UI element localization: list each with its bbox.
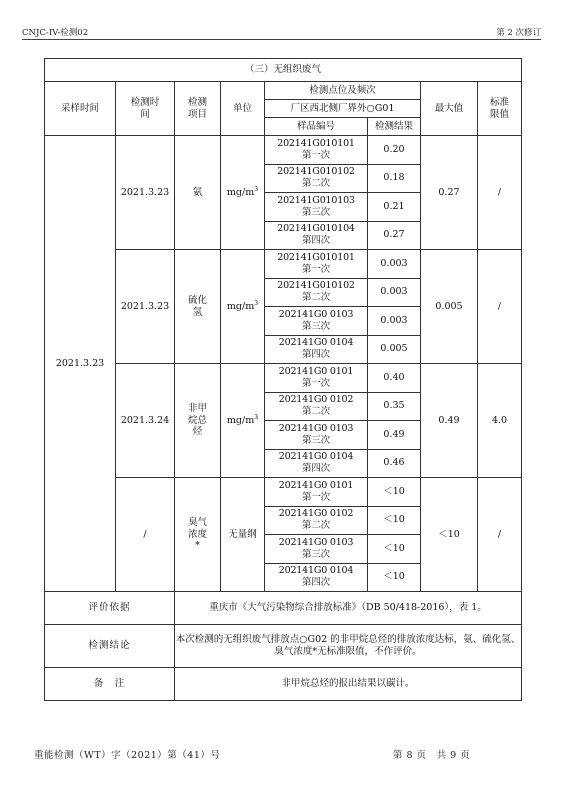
sample-frequency: 第三次 [302, 548, 330, 560]
sample-id-cell [265, 506, 368, 535]
revision-label: 第 2 次修订 [496, 28, 541, 38]
sample-id-cell [265, 193, 368, 222]
detection-item: 非甲烷总烃 [175, 364, 221, 478]
unit-cell [221, 136, 265, 250]
section-title: （三）无组织废气 [45, 59, 522, 82]
header-detection-item: 检测项目 [175, 82, 221, 136]
limit-value: / [478, 478, 522, 592]
evaluation-basis-text: 重庆市《大气污染物综合排放标准》（DB 50/418-2016），表 1。 [175, 592, 522, 625]
result-value: 0.003 [368, 307, 421, 336]
sample-frequency: 第四次 [302, 577, 330, 589]
header-sample-no: 样品编号 [265, 118, 368, 136]
sample-id-cell [265, 563, 368, 592]
unit-text: mg/m [226, 187, 255, 199]
sample-frequency: 第二次 [302, 292, 330, 304]
sample-id-cell [265, 392, 368, 421]
max-value: 0.005 [421, 250, 478, 364]
sample-id: 202141G0 0103 [278, 422, 354, 434]
unit-text: mg/m [226, 301, 255, 313]
result-value: 0.18 [368, 164, 421, 193]
sample-id: 202141G0 0102 [278, 394, 354, 406]
sample-id: 202141G010104 [277, 223, 355, 235]
result-value: ＜10 [368, 563, 421, 592]
unit-superscript: 3 [254, 299, 259, 307]
sample-id: 202141G0 0104 [278, 337, 354, 349]
unit-text: 无量纲 [228, 529, 257, 541]
sample-id-cell [265, 449, 368, 478]
max-value: 0.27 [421, 136, 478, 250]
sample-id-cell [265, 364, 368, 393]
table-row [45, 364, 522, 393]
detection-date: 2021.3.23 [116, 250, 175, 364]
sample-id-cell [265, 221, 368, 250]
sample-id: 202141G0 0103 [278, 308, 354, 320]
detection-date: 2021.3.24 [116, 364, 175, 478]
unit-cell [221, 364, 265, 478]
remarks-label: 备 注 [45, 668, 175, 701]
unit-superscript: 3 [254, 185, 259, 193]
sample-id: 202141G0 0101 [278, 365, 354, 377]
evaluation-basis-label: 评价依据 [45, 592, 175, 625]
sample-frequency: 第四次 [302, 235, 330, 247]
sample-frequency: 第三次 [302, 206, 330, 218]
sample-id: 202141G010101 [277, 137, 355, 149]
sample-frequency: 第二次 [302, 520, 330, 532]
header-result: 检测结果 [368, 118, 421, 136]
sample-frequency: 第四次 [302, 349, 330, 361]
unit-text: mg/m [226, 415, 255, 427]
result-value: ＜10 [368, 478, 421, 507]
sample-id: 202141G010103 [277, 194, 355, 206]
limit-value: / [478, 136, 522, 250]
sample-id-cell [265, 136, 368, 165]
result-value: ＜10 [368, 535, 421, 564]
sample-id: 202141G0 0101 [278, 479, 354, 491]
sample-frequency: 第二次 [302, 178, 330, 190]
sample-frequency: 第一次 [302, 263, 330, 275]
sample-id-cell [265, 478, 368, 507]
sample-frequency: 第三次 [302, 320, 330, 332]
sample-id: 202141G010101 [277, 251, 355, 263]
sample-id: 202141G0 0104 [278, 565, 354, 577]
report-number: 重能检测（WT）字（2021）第（41）号 [34, 750, 221, 761]
max-value: ＜10 [421, 478, 478, 592]
unit-superscript: 3 [254, 413, 259, 421]
result-value: 0.20 [368, 136, 421, 165]
waste-gas-table [44, 58, 522, 701]
detection-date: / [116, 478, 175, 592]
result-value: 0.003 [368, 250, 421, 279]
detection-item: 硫化氢 [175, 250, 221, 364]
result-value: 0.21 [368, 193, 421, 222]
header-max-value: 最大值 [421, 82, 478, 136]
sample-id: 202141G010102 [277, 280, 355, 292]
page-number: 第 8 页 共 9 页 [393, 750, 471, 761]
conclusion-text: 本次检测的无组织废气排放点○G02 的非甲烷总烃的排放浓度达标，氨、硫化氢、臭气浓度*无标准限值，不作评价。 [175, 625, 522, 668]
document-code: CNJC-IV-检测02 [22, 28, 89, 38]
sample-frequency: 第二次 [302, 406, 330, 418]
sample-frequency: 第一次 [302, 377, 330, 389]
header-unit: 单位 [221, 82, 265, 136]
sample-id-cell [265, 278, 368, 307]
sample-id: 202141G010102 [277, 166, 355, 178]
result-value: 0.27 [368, 221, 421, 250]
header-limit: 标准限值 [478, 82, 522, 136]
unit-cell [221, 478, 265, 592]
result-value: 0.40 [368, 364, 421, 393]
detection-date: 2021.3.23 [116, 136, 175, 250]
table-row [45, 250, 522, 279]
table-row [45, 136, 522, 165]
sample-frequency: 第三次 [302, 434, 330, 446]
result-value: 0.003 [368, 278, 421, 307]
sample-id: 202141G0 0102 [278, 508, 354, 520]
sample-frequency: 第四次 [302, 463, 330, 475]
table-row [45, 478, 522, 507]
sample-id-cell [265, 250, 368, 279]
limit-value: / [478, 250, 522, 364]
result-value: 0.005 [368, 335, 421, 364]
remarks-text: 非甲烷总烃的报出结果以碳计。 [175, 668, 522, 701]
header-point-frequency: 检测点位及频次 [265, 82, 421, 100]
detection-item: 臭气浓度* [175, 478, 221, 592]
sample-id-cell [265, 335, 368, 364]
limit-value: 4.0 [478, 364, 522, 478]
sample-id-cell [265, 307, 368, 336]
sample-frequency: 第一次 [302, 149, 330, 161]
result-value: 0.35 [368, 392, 421, 421]
header-divider [22, 39, 541, 40]
header-detection-time: 检测时间 [116, 82, 175, 136]
header-point-name: 厂区西北侧厂界外○G01 [265, 100, 421, 118]
sample-id: 202141G0 0103 [278, 536, 354, 548]
detection-item: 氨 [175, 136, 221, 250]
sample-frequency: 第一次 [302, 491, 330, 503]
max-value: 0.49 [421, 364, 478, 478]
unit-cell [221, 250, 265, 364]
header-sampling-time: 采样时间 [45, 82, 116, 136]
sample-id-cell [265, 164, 368, 193]
result-value: ＜10 [368, 506, 421, 535]
result-value: 0.46 [368, 449, 421, 478]
sampling-date: 2021.3.23 [45, 136, 116, 592]
sample-id-cell [265, 535, 368, 564]
conclusion-label: 检测结论 [45, 625, 175, 668]
result-value: 0.49 [368, 421, 421, 450]
sample-id: 202141G0 0104 [278, 451, 354, 463]
sample-id-cell [265, 421, 368, 450]
